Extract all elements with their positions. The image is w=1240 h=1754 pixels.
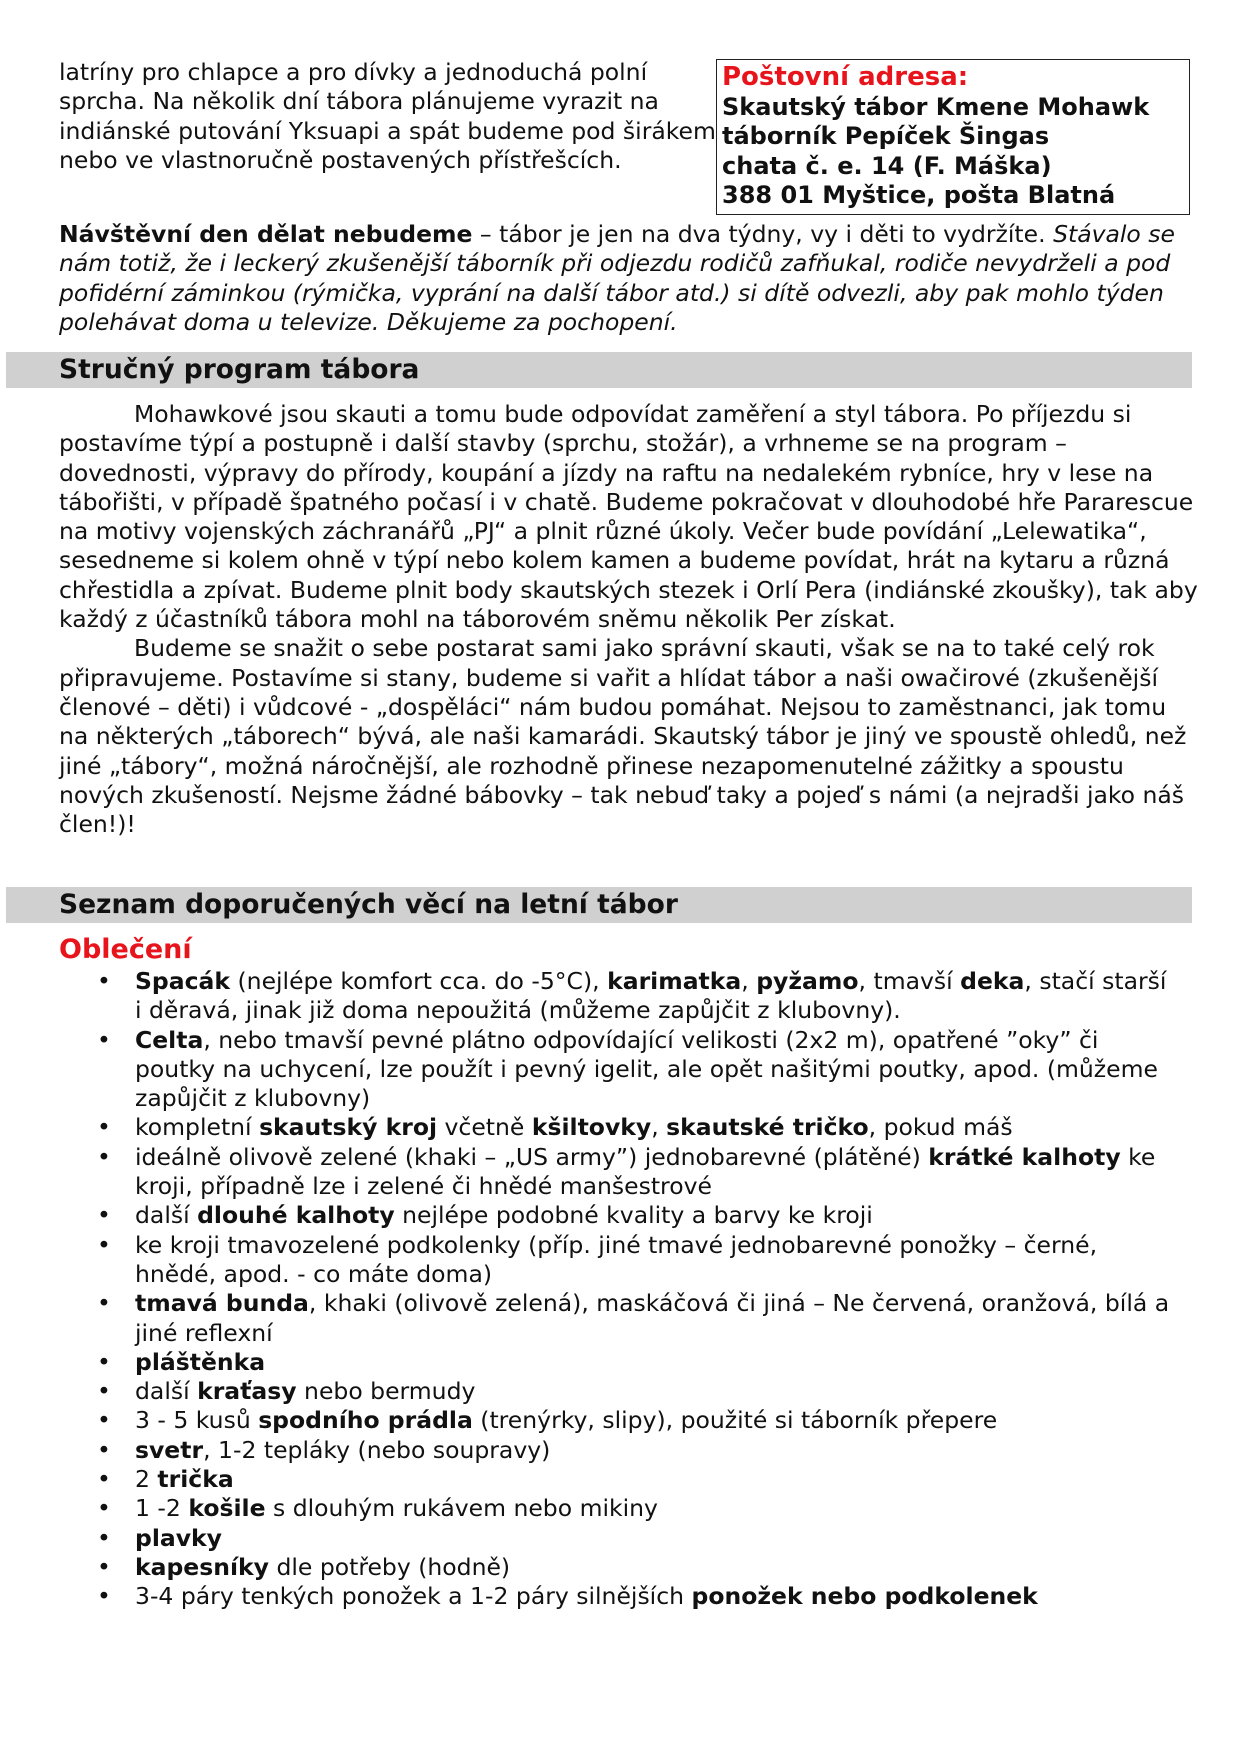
list-item-bold-text: ponožek nebo podkolenek bbox=[691, 1582, 1038, 1611]
list-item-bold-text: plavky bbox=[135, 1523, 223, 1552]
list-item-text: nejlépe podobné kvality a barvy ke kroji bbox=[394, 1201, 873, 1230]
list-item-text: (trenýrky, slipy), použité si táborník přepere bbox=[472, 1406, 998, 1435]
list-item-text: , khaki (olivově zelená), maskáčová či jiná – Ne červená, oranžová, bílá a jiné reflexní bbox=[135, 1289, 1170, 1347]
list-item bbox=[59, 1113, 1179, 1142]
list-item-text: ke kroji, případně lze i zelené či hnědé manšestrové bbox=[135, 1142, 1156, 1201]
list-item-bold-text: skautský kroj bbox=[259, 1113, 438, 1142]
list-item-text: 1 -2 bbox=[135, 1494, 189, 1523]
postal-address-heading: Poštovní adresa: bbox=[722, 62, 969, 92]
postal-address-box bbox=[716, 59, 1190, 215]
section-heading-program: Stručný program tábora bbox=[6, 352, 1192, 388]
list-item-bold-text: košile bbox=[188, 1494, 266, 1523]
list-item-bold-text: kraťasy bbox=[197, 1377, 297, 1406]
list-item bbox=[59, 1201, 1179, 1230]
address-line: táborník Pepíček Šingas bbox=[722, 122, 1050, 150]
list-item-text: , bbox=[741, 967, 757, 995]
list-item-bold-text: kšiltovky bbox=[531, 1113, 652, 1142]
visit-day-bold: Návštěvní den dělat nebudeme bbox=[59, 220, 473, 248]
list-item-bold-text: tmavá bunda bbox=[135, 1289, 309, 1318]
list-item-bold-text: karimatka bbox=[607, 967, 742, 995]
list-item-text: , tmavší bbox=[858, 967, 961, 995]
clothing-list bbox=[59, 967, 1179, 1612]
list-item-text: , 1-2 tepláky (nebo soupravy) bbox=[203, 1435, 551, 1464]
list-item bbox=[59, 1406, 1179, 1435]
list-item-bold-text: krátké kalhoty bbox=[928, 1142, 1121, 1171]
intro-paragraph: latríny pro chlapce a pro dívky a jednoduchá polní sprcha. Na několik dní tábora plánujeme vyrazit na indiánské putování Yksuapi a spát budeme pod širákem nebo ve vlastnoručně postavených přístřešcích. bbox=[59, 58, 716, 174]
visit-day-paragraph bbox=[59, 220, 1199, 337]
visit-day-italic: Stávalo se nám totiž, že i leckerý zkušenější táborník při odjezdu rodičů zafňukal, rodiče nevydrželi a pod pofidérní záminkou (rýmička, vyprání na další tábor atd.) si dítě odvezli, aby pak mohlo týden polehávat doma u televize. Děkujeme za pochopení. bbox=[59, 220, 1175, 336]
list-item-text: , stačí starší i děravá, jinak již doma nepoužitá (můžeme zapůjčit z klubovny). bbox=[135, 967, 1167, 1025]
list-item-bold-text: Spacák bbox=[135, 967, 231, 995]
list-item bbox=[59, 1231, 1179, 1290]
visit-day-text: – tábor je jen na dva týdny, vy i děti to vydržíte. bbox=[472, 220, 1046, 248]
list-item-bold-text: svetr bbox=[135, 1435, 204, 1464]
list-item-text: s dlouhým rukávem nebo mikiny bbox=[265, 1494, 658, 1523]
list-item-bold-text: deka bbox=[960, 967, 1025, 995]
list-item bbox=[59, 1494, 1179, 1523]
program-paragraph: Budeme se snažit o sebe postarat sami jako správní skauti, však se na to také celý rok připravujeme. Postavíme si stany, budeme si vařit a hlídat tábor a naši owačirové (zkušenější členové – děti) i vůdcové - „dospěláci“ nám budou pomáhat. Nejsou to zaměstnanci, jak tomu na některých „táborech“ bývá, ale naši kamarádi. Skautský tábor je jiný ve spoustě ohledů, než jiné „tábory“, možná náročnější, ale rozhodně přinese nezapomenutelné zážitky a spoustu nových zkušeností. Nejsme žádné bábovky – tak nebuď taky a pojeď s námi (a nejradši jako náš člen!)! bbox=[59, 634, 1187, 839]
list-item-bold-text: dlouhé kalhoty bbox=[197, 1201, 395, 1230]
program-text bbox=[59, 400, 1199, 839]
list-item-text: ideálně olivově zelené (khaki – „US army”) jednobarevné (plátěné) bbox=[135, 1142, 929, 1171]
list-item-text: včetně bbox=[437, 1113, 532, 1142]
list-item-text: další bbox=[135, 1377, 198, 1406]
address-line: 388 01 Myštice, pošta Blatná bbox=[722, 181, 1116, 209]
list-item bbox=[59, 1026, 1179, 1114]
list-item-text: další bbox=[135, 1201, 198, 1230]
list-item-bold-text: kapesníky bbox=[135, 1552, 269, 1581]
list-item-text: dle potřeby (hodně) bbox=[268, 1552, 511, 1581]
list-item-bold-text: Celta bbox=[135, 1025, 204, 1054]
list-item bbox=[59, 1289, 1179, 1348]
list-item-text: , pokud máš bbox=[868, 1113, 1013, 1142]
list-item-text: kompletní bbox=[135, 1113, 260, 1142]
list-item-text: (nejlépe komfort cca. do -5°C), bbox=[230, 967, 608, 995]
list-item-text: ke kroji tmavozelené podkolenky (příp. jiné tmavé jednobarevné ponožky – černé, hnědé, apod. - co máte doma) bbox=[135, 1230, 1098, 1288]
list-item-text: 3-4 páry tenkých ponožek a 1-2 páry silnějších bbox=[135, 1582, 692, 1611]
list-item-bold-text: skautské tričko bbox=[666, 1113, 869, 1142]
list-item bbox=[59, 1582, 1179, 1611]
list-item bbox=[59, 967, 1179, 1026]
program-paragraph: Mohawkové jsou skauti a tomu bude odpovídat zaměření a styl tábora. Po příjezdu si postavíme týpí a postupně i další stavby (sprchu, stožár), a vrhneme se na program – dovednosti, výpravy do přírody, koupání a jízdy na raftu na nedalekém rybníce, hry v lese na tábořišti, v případě špatného počasí i v chatě. Budeme pokračovat v dlouhodobé hře Pararescue na motivy vojenských záchranářů „PJ“ a plnit různé úkoly. Večer bude povídání „Lelewatika“, sesedneme si kolem ohně v týpí nebo kolem kamen a budeme povídat, hrát na kytaru a různá chřestidla a zpívat. Budeme plnit body skautských stezek i Orlí Pera (indiánské zkoušky), tak aby každý z účastníků tábora mohl na táborovém sněmu několik Per získat. bbox=[59, 400, 1198, 634]
list-item-bold-text: trička bbox=[157, 1465, 234, 1494]
list-item bbox=[59, 1524, 1179, 1553]
list-item-bold-text: pyžamo bbox=[756, 967, 859, 995]
address-line: Skautský tábor Kmene Mohawk bbox=[722, 92, 1150, 121]
list-item bbox=[59, 1436, 1179, 1465]
category-heading-clothing: Oblečení bbox=[59, 934, 192, 965]
list-item bbox=[59, 1377, 1179, 1406]
list-item bbox=[59, 1465, 1179, 1494]
address-line: chata č. e. 14 (F. Máška) bbox=[722, 151, 1052, 180]
list-item-bold-text: pláštěnka bbox=[135, 1347, 266, 1376]
list-item-text: , bbox=[651, 1113, 667, 1142]
section-heading-packing-list: Seznam doporučených věcí na letní tábor bbox=[6, 887, 1192, 923]
list-item-bold-text: spodního prádla bbox=[258, 1406, 473, 1435]
list-item-text: , nebo tmavší pevné plátno odpovídající velikosti (2x2 m), opatřené ”oky” či poutky na uchycení, lze použít i pevný igelit, ale opět našitými poutky, apod. (můžeme zapůjčit z klubovny) bbox=[135, 1025, 1158, 1113]
list-item-text: 2 bbox=[135, 1465, 158, 1494]
list-item bbox=[59, 1553, 1179, 1582]
list-item bbox=[59, 1143, 1179, 1202]
list-item-text: nebo bermudy bbox=[296, 1377, 476, 1406]
list-item bbox=[59, 1348, 1179, 1377]
list-item-text: 3 - 5 kusů bbox=[135, 1406, 259, 1435]
